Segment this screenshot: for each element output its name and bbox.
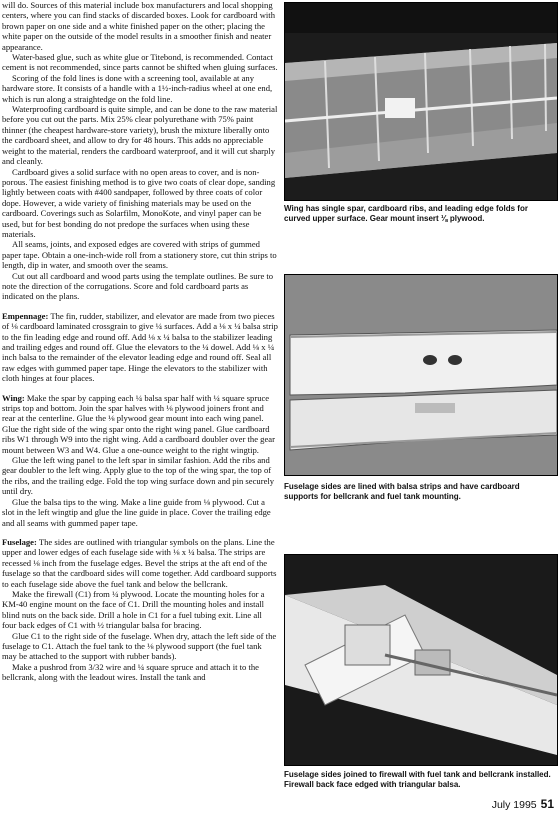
- paragraph: Glue the left wing panel to the left spar in similar fashion. Add the ribs and gear doubler to the left wing. Apply glue to the top of the wing spar, the top of the ribs, and the trailing edge. Fold the top wing surface down and pin securely until dry.: [2, 455, 275, 497]
- figure-caption: Wing has single spar, cardboard ribs, and leading edge folds for curved upper surface. Gear mount insert ⅛ plywood.: [284, 204, 528, 223]
- section-wing: [2, 393, 278, 455]
- page-footer: [492, 797, 554, 811]
- section-heading: Fuselage:: [2, 536, 37, 547]
- section-text: The fin, rudder, stabilizer, and elevator are made from two pieces of ⅛ cardboard laminated crossgrain to give ¼ surfaces. Add a ⅛ x ¼ balsa strip to the fin leading edge and round off. Add ⅛ x ¼ balsa to the stabilizer leading and trailing edges and round off. Glue the elevators to the ¼ dowel. Add ⅛ x ¼ inch balsa to the remainder of the elevator leading edge and round off. Seal all raw edges with gummed paper tape. Hinge the elevators to the stabilizer with cloth hinges at four places.: [2, 310, 278, 384]
- figure-caption: Fuselage sides are lined with balsa strips and have cardboard supports for bellcrank and fuel tank mounting.: [284, 482, 520, 501]
- paragraph: Waterproofing cardboard is quite simple, and can be done to the raw material before you cut out the parts. Mix 25% clear polyurethane with 75% paint thinner (the cheapest hardware-store variety), brush the mixture liberally onto the cardboard sheet, and allow to dry for 48 hours. This adds no appreciable weight to the material, renders the cardboard waterproof, and it will cut sharply and cleanly.: [2, 104, 278, 167]
- paragraph: Make the firewall (C1) from ¼ plywood. Locate the mounting holes for a KM-40 engine mount on the face of C1. Drill the mounting holes and install blind nuts on the back side. Drill a hole in C1 for a fuel tubing exit. Line all four back edges of C1 with ½ triangular balsa for bracing.: [2, 588, 265, 631]
- paragraph: Cut out all cardboard and wood parts using the template outlines. Be sure to note the direction of the corrugations. Score and fold cardboard parts as indicated on the plans.: [2, 270, 274, 302]
- paragraph: Cardboard gives a solid surface with no open areas to cover, and is non-porous. The easiest finishing method is to give two coats of clear dope, sanding lightly between coats with #400 sandpaper, followed by three coats of color dope. However, a wide variety of finishing materials may be used on the cardboard. Coverings such as Solarfilm, MonoKote, and vinyl paper can be used, but for best bonding do not predope the surfaces when using these materials.: [2, 166, 276, 239]
- paragraph: All seams, joints, and exposed edges are covered with strips of gummed paper tape. Obtain a one-inch-wide roll from a stationery store, cut thin strips to length, dip in water, and smooth over the seams.: [2, 239, 277, 271]
- wing-photo-illustration: [285, 3, 557, 200]
- assembly-photo-illustration: [285, 555, 557, 765]
- section-empennage: [2, 311, 278, 384]
- section-heading: Wing:: [2, 392, 25, 403]
- section-fuselage: [2, 537, 278, 589]
- article-body: [2, 0, 278, 683]
- photo-wing: [284, 2, 558, 201]
- paragraph: Water-based glue, such as white glue or Titebond, is recommended. Contact cement is not recommended, since parts cannot be shifted when gluing surfaces.: [2, 52, 278, 73]
- page-number: 51: [540, 797, 554, 811]
- fuselage-photo-illustration: [285, 275, 557, 475]
- figure-caption: Fuselage sides joined to firewall with fuel tank and bellcrank installed. Firewall back face edged with triangular balsa.: [284, 770, 551, 789]
- photo-fuselage-assembly: [284, 554, 558, 766]
- paragraph: Glue C1 to the right side of the fuselage. When dry, attach the left side of the fuselage to C1. Attach the fuel tank to the ⅛ plywood support (the fuel tank may be attached to the support with rubber bands).: [2, 630, 277, 662]
- section-heading: Empennage:: [2, 310, 49, 321]
- issue-date: July 1995: [491, 799, 537, 811]
- paragraph: will do. Sources of this material include box manufacturers and local shopping centers, where you can find stacks of discarded boxes. Look for cardboard with brown paper on one side and a white finished paper on the other; placing the white paper on the outside of the model results in a smoother finish and neater appearance.: [2, 0, 275, 52]
- photo-fuselage-sides: [284, 274, 558, 476]
- section-text: The sides are outlined with triangular symbols on the plans. Line the upper and lower edges of each fuselage side with ⅛ x ¼ balsa. The strips are recessed ⅛ inch from the fuselage edges. Bevel the strips at the aft end of the fuselage so that the cardboard sides will come together. Add cardboard supports to each fuselage side above the fuel tank and below the bellcrank.: [2, 536, 277, 589]
- section-text: Make the spar by capping each ¼ balsa spar half with ¼ square spruce strips top and bottom. Join the spar halves with ⅛ plywood joiners front and rear at the centerline. Glue the ⅛ plywood gear mount into each wing panel. Glue the right side of the wing spar onto the right wing panel. Glue cardboard ribs W1 through W9 into the right wing. Add a cardboard doubler over the gear mount between W3 and W4. Glue a one-ounce weight to the right wingtip.: [2, 392, 275, 455]
- paragraph: Glue the balsa tips to the wing. Make a line guide from ⅛ plywood. Cut a slot in the left wingtip and glue the line guide in place. Cover the trailing edge and all seams with gummed paper tape.: [2, 496, 271, 528]
- paragraph: Scoring of the fold lines is done with a screening tool, available at any hardware store. It consists of a handle with a 1½-inch-radius wheel at one end, which is run along a straightedge on the fold line.: [2, 72, 273, 104]
- paragraph: Make a pushrod from 3/32 wire and ¼ square spruce and attach it to the bellcrank, along with the leadout wires. Install the tank and: [2, 661, 259, 683]
